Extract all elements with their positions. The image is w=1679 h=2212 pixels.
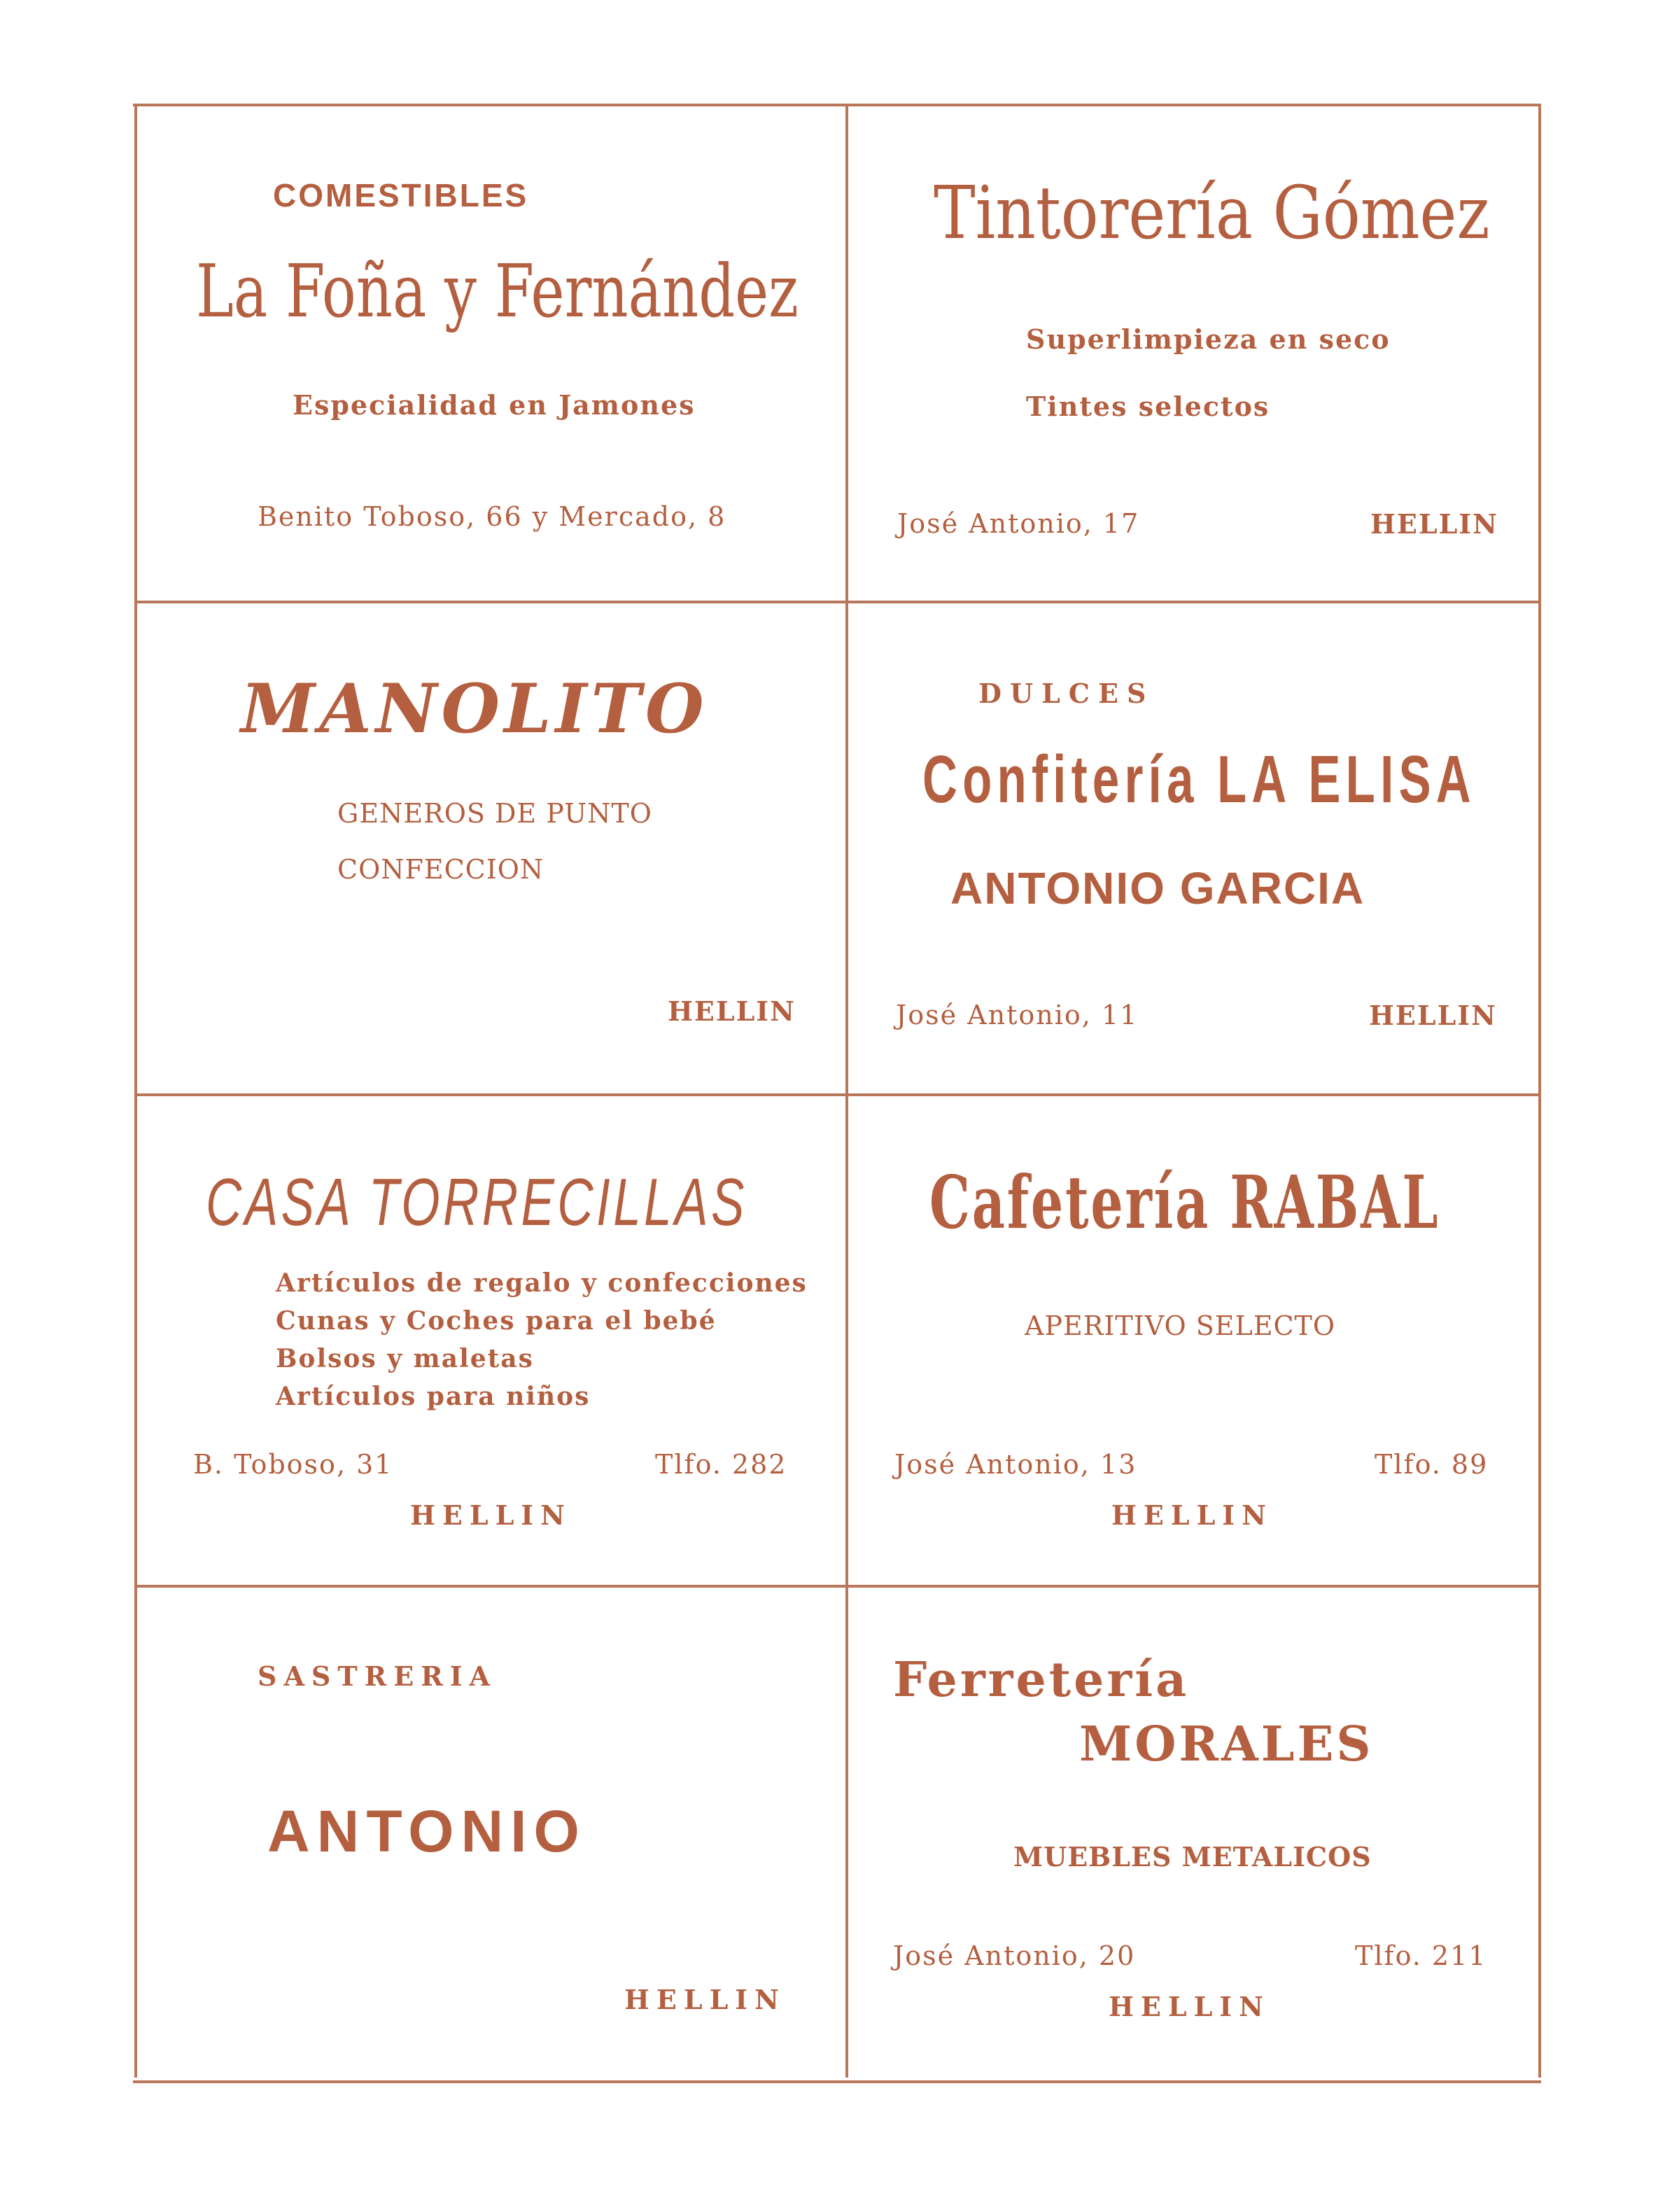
- ad-name: [934, 170, 1580, 255]
- ad-phone: Tlfo. 282: [655, 1449, 787, 1480]
- ad-address: José Antonio, 13: [894, 1449, 1137, 1480]
- ad-item-1: Artículos de regalo y confecciones: [276, 1268, 808, 1298]
- ad-name: ANTONIO: [267, 1798, 586, 1864]
- ad-town: HELLIN: [1370, 508, 1498, 540]
- ad-town: HELLIN: [1111, 1499, 1273, 1531]
- ad-address: José Antonio, 11: [896, 1000, 1139, 1030]
- ad-item-3: Bolsos y maletas: [276, 1344, 534, 1373]
- ad-name-text: CASA TORRECILLAS: [206, 1165, 747, 1240]
- ad-kicker: SASTRERIA: [258, 1660, 498, 1692]
- ad-name: [929, 1159, 1659, 1245]
- ad-line-1: GENEROS DE PUNTO: [337, 798, 652, 829]
- ad-item-2: Cunas y Coches para el bebé: [276, 1306, 717, 1336]
- ad-specialty: Especialidad en Jamones: [293, 389, 696, 421]
- ad-phone: Tlfo. 89: [1375, 1449, 1489, 1480]
- ad-sastreria-antonio: [137, 1588, 845, 2078]
- ad-cafeteria-rabal: [848, 1096, 1538, 1585]
- ad-tintoreria-gomez: [848, 106, 1538, 601]
- ad-line-1: Superlimpieza en seco: [1026, 323, 1391, 355]
- frame-right-rule: [1538, 105, 1541, 2078]
- ad-name-2: MORALES: [1079, 1716, 1374, 1772]
- ad-name: [206, 1165, 938, 1240]
- ad-la-fona: [137, 106, 845, 601]
- ad-name: MANOLITO: [241, 669, 708, 748]
- ad-line-1: APERITIVO SELECTO: [1025, 1310, 1336, 1341]
- ad-confiteria-la-elisa: [848, 603, 1538, 1093]
- ad-phone: Tlfo. 211: [1355, 1940, 1487, 1971]
- ad-town: HELLIN: [624, 1984, 786, 2015]
- ad-address: José Antonio, 17: [897, 508, 1140, 539]
- ad-address: B. Toboso, 31: [193, 1449, 393, 1480]
- ad-line-1: MUEBLES METALICOS: [1013, 1841, 1372, 1872]
- ad-line-2: Tintes selectos: [1026, 391, 1270, 422]
- ad-casa-torrecillas: [137, 1096, 845, 1585]
- ad-town: HELLIN: [1109, 1991, 1270, 2022]
- ad-ferreteria-morales: [848, 1588, 1538, 2078]
- ad-kicker: COMESTIBLES: [273, 177, 529, 214]
- ad-address: Benito Toboso, 66 y Mercado, 8: [258, 501, 726, 532]
- ad-name-text: Confitería LA ELISA: [922, 742, 1476, 817]
- ad-town: HELLIN: [1369, 1000, 1497, 1031]
- ad-name-text: La Foña y Fernández: [196, 248, 799, 334]
- ad-name-text: Cafetería RABAL: [929, 1159, 1440, 1245]
- ad-address: José Antonio, 20: [893, 1940, 1136, 1971]
- ad-owner: ANTONIO GARCIA: [950, 863, 1365, 913]
- ad-name-text: Tintorería Gómez: [934, 170, 1490, 255]
- ad-town: HELLIN: [410, 1499, 572, 1531]
- ad-manolito: [137, 603, 845, 1093]
- ad-name-1: Ferretería: [893, 1652, 1190, 1708]
- ad-town: HELLIN: [668, 995, 796, 1027]
- ad-line-2: CONFECCION: [337, 854, 545, 885]
- ad-kicker: DULCES: [978, 678, 1155, 709]
- ad-item-4: Artículos para niños: [276, 1382, 591, 1411]
- ad-name: [922, 742, 1679, 817]
